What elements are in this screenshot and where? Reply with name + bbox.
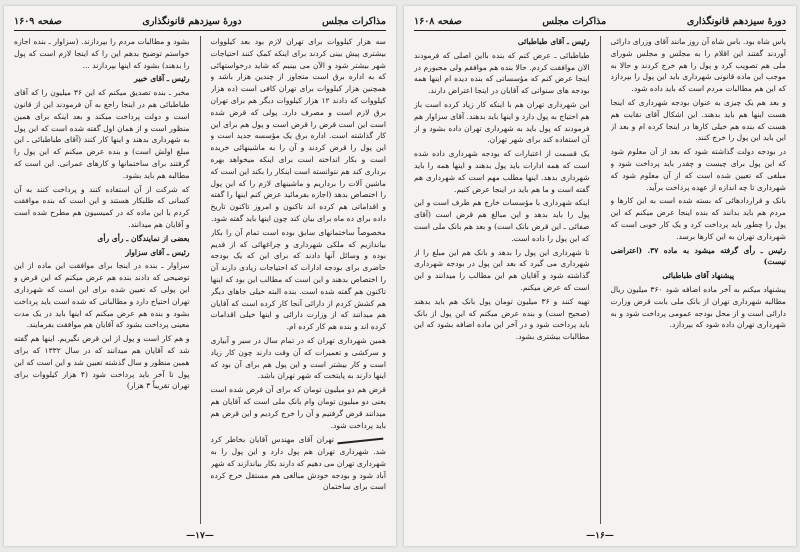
paragraph: سزاوار ـ بنده در اینجا برای موافقت این ماده از این توضیحی که دادند بنده هم عرض میکنم که این قرض و این پولی که تعیین شده برای این است که شهرداری تهران احتیاج دارد و مطالباتی که شده است باید پرداخت بشود و بنده هم عرض میکنم که اینها باید در یک مدت معینی پرداخت بشود که آقایان هم موافقت بفرمایند.: [14, 261, 190, 330]
column-right: [611, 36, 787, 524]
column-left: [414, 36, 590, 524]
paragraph-text: تهران آقای مهندس آقایان بخاطر کرد شد. شهرداری تهران هم پول دارد و این پول را به شهرداری تهران می دهیم که دارند بکار بیاندازند که شهر آباد شود و بودجه خودش مبالغی هم مستقل خرج کرده است برای ساختمان: [210, 435, 386, 492]
header-center-text: مذاکرات مجلس: [542, 15, 607, 27]
page-number: —۱۷—: [186, 531, 214, 541]
paragraph: همین شهرداری تهران که در تمام سال در سیر و آبیاری و سرکشی و تعمیرات که آن وقت دارند چون کار زیاد است و کار بیشتر است و این پول هم برای آن بود که اینها دارند به پایتخت که شهر تهران باشد.: [210, 335, 386, 381]
page-1608: [404, 6, 796, 546]
page-header: [14, 12, 386, 31]
paragraph: مخصوصاً ساختمانهای سابق بوده است تمام آن را بکار بیاندازیم که ملکی شهرداری و چراغهائی که از قدیم بوده و وسائل آنها دادند که برای این که یک بودجه حاضری برای بودجه ادارات که احتیاجات زیادی دارند آن را اختصاص بدهند و این است که مطالب این بود که اینها تاکنون هم گفته شده است. بنده البته خیلی جاهای دیگر هم کشش کردم از دارائی آنجا کار کرده است که آقایان هم میدانند که از وزارت دارائی و اینها خیلی اقدامات کرده اند و بنده هم کار کرده ام.: [210, 227, 386, 332]
speaker-line: رئیس ـ آقای خبیر: [134, 74, 190, 84]
paragraph: مخبر ـ بنده تصدیق میکنم که این ۳۶ میلیون را که آقای طباطبائی هم در اینجا راجع به آن فرمودند این از قانون است و دولت پرداخت میکند و بعد اینکه برای همین منظور است و از همان اول گفته شده است که این پول به شهرداری بدهند و اینها کار کنند (آقای طباطبائی ـ این مبلغ اولش است) و بنده عرض میکنم که این پول را گرفتند برای ساختمانها و کارهای عمرانی. این است که مطالبه هم باید بشود.: [14, 88, 190, 180]
text-columns: [14, 36, 386, 524]
column-divider: [600, 36, 601, 524]
header-right-text: مذاکرات مجلس: [322, 15, 386, 27]
paragraph: یک قسمت از اعتبارات که بودجه شهرداری داده شده است که همه ادارات باید پول بدهند و اینها همه را باید شهرداری بدهد. اینها مطلب مهم است که شهرداری هم گفته است و ما هم باید در اینجا عرض کنیم.: [414, 149, 590, 194]
header-right-text: دورهٔ سیزدهم قانونگذاری: [686, 15, 786, 27]
page-1609: [4, 6, 396, 546]
paragraph: بانک و قراردادهائی که بسته شده است به این کارها و مردم هم باید بدانند که بنده اینجا عرض میکنم که این پول را چطور باید پرداخت کرد و یک کار خوبی است که شهرداری تهران به این کارها برسد.: [610, 196, 786, 241]
speaker-line: رئیس ـ رأی گرفته میشود به ماده ۳۷. (اعتراضی نیست): [610, 245, 786, 267]
paragraph: طباطبائی ـ عرض کنم که بنده بااین اصلی که فرمودند الان موافقت کردم. حالا بنده هم موافقم ولی مجبورم در اینجا عرض کنم که مؤسساتی که بنده دیده ام اینها همه بودجه های سنواتی که آقایان در اینجا اعتراض دارند.: [414, 50, 590, 96]
speaker-line: رئیس ـ آقای سزاوار: [125, 247, 190, 257]
paragraph: پاس شاه بود. باس شاه آن روز مانند آقای وزرای دارائی آوردند گفتند این اقلام را به مجلس و مجلس شورای ملی هم تصویب کرد و پول را هم خرج کردند و حالا به موجب این ماده قانونی شهرداری باید این پول را بپردازد که این هم مطالبات مردم است که باید داده شود.: [610, 37, 786, 94]
paragraph: و بعد هم یک چیزی به عنوان بودجه شهرداری که اینجا هست اینها هم باید بدهند. این اشکال آقای نقابت هم هست که بنده هم خیلی کارها در اینجا کرده ام و بعد از این باید این پول را خرج کنند.: [610, 97, 786, 143]
page-number-text: ۱۶: [595, 531, 605, 541]
column-right: [211, 36, 387, 524]
text-columns: [414, 36, 786, 524]
paragraph: سه هزار کیلووات برای تهران لازم بود بعد کیلووات بیشتری پیش بینی کردند برای اینکه کمک کنند احتیاجات شهر بیشتر شود و الآن می بینیم که شاید درخواستهائی که به اداره برق است متجاوز از چندین هزار باشد و همچنین هزار کیلووات برای تهران کافی است (ده هزار کیلووات که دادند ۱۲ هزار کیلووات دیگر هم برای تهران برق لازم است و مصرف دارد. پولی که قرض شده است این است قرض را قرض است و پول هم برای این کار گذاشته است. اداره برق یک مؤسسه جدید است و این پول را قرض کردند و آن را به ماشینهائی خریده است و بکار انداخته است برای اینکه میخواهد بهره برداری کند هم نتوانسته است اینکار را بکند این است که ماشین آلات را برداریم و ماشینهای لازم را که این پول را اختصاص بدهد (اجازه بفرمائید عرض کنم اینها را گفته و اقداماتی هم کرده اند تاکنون و امروز تاکنون تاریخ داده برای ده ماه برای بیان کند چون اینها باید گفته شود.: [210, 37, 386, 223]
proposal-heading: پیشنهاد آقای طباطبائی: [662, 271, 735, 281]
paragraph: قرض هم دو میلیون تومان که برای آن قرض شده است یعنی دو میلیون تومان وام بانک ملی است که آقایان هم میدانند قرض گرفتیم و آن را خرج کردیم و این قرض هم باید پرداخت شود.: [210, 385, 386, 430]
header-center-text: دورهٔ سیزدهم قانونگذاری: [142, 15, 242, 27]
paragraph: که شرکت از آن استفاده کنند و پرداخت کنند به آن کسانی که طلبکار هستند و این است که بنده موافقت کردم با این ماده که در کمیسیون هم مطرح شده است و آقایان هم میدانند.: [14, 184, 190, 229]
page-header: [414, 12, 786, 31]
header-page-label: صفحه ۱۶۰۹: [14, 15, 62, 27]
page-number: —۱۶—: [586, 531, 614, 541]
speaker-line: رئیس ـ آقای طباطبائی: [517, 37, 590, 46]
paragraph: در بودجه دولت گذاشته شود که بعد از آن معلوم شود که این پول برای چیست و چقدر باید پرداخت شود و مبلغی که تعیین شده است که از آن معلوم شود که شهرداری تا چه اندازه از عهده پرداخت برآید.: [610, 147, 786, 192]
page-number-text: ۱۷: [195, 531, 205, 541]
handwritten-underline: [337, 431, 384, 445]
column-divider: [200, 36, 201, 524]
paragraph: بشود و مطالبات مردم را بپردازند. (سزاوار ـ بنده اجازه خواستم توضیح بدهم این را که اینجا لازم است که پول را بدهند) بشود که اینها بپردازند ...: [14, 37, 190, 70]
paragraph: پیشنهاد میکنم به آخر ماده اضافه شود ۳۶۰ میلیون ریال مطالبه شهرداری تهران از بانک ملی بابت قرض وزارت دارائی است و از محل بودجه عمومی پرداخت شود و به شهرداری تهران داده شود که بپردازد.: [610, 284, 786, 330]
speaker-line: بعضی از نمایندگان ـ رأی رأی: [97, 233, 190, 243]
paragraph: تهیه کنند و ۳۶ میلیون تومان پول بانک هم باید بدهند (صحیح است) و بنده عرض میکنم که این پول از بانک باید پرداخت شود و در آخر این ماده اضافه بشود که این مطالبات بیشتری بشود.: [414, 296, 590, 342]
paragraph: اینکه شهرداری با مؤسسات خارج هم طرف است و این پول را باید بدهد و این مبالغ هم قرض است (آقای صفائی ـ این قرض بانک است) و بعد هم بانک ملی است که این پول را داده است.: [414, 198, 590, 243]
paragraph: [211, 433, 387, 493]
column-left: [14, 36, 190, 524]
paragraph: و هم کار است و پول از این قرض نگیریم. اینها هم گفته شد که آقایان هم میدانند که در سال ۱۳۳۲ که برای همین منظور و سال گذشته تعیین شد و این است که این پول تا آخر باید پرداخت شود (۴ هزار کیلووات برای تهران تقریباً ۳ هزار): [14, 334, 190, 391]
paragraph: این شهرداری تهران هم با اینکه کار زیاد کرده است باز هم احتیاج به پول دارد و اینها باید بدهند. آقای سزاوار هم فرمودند که پول باید به شهرداری تهران داده بشود و از آن استفاده کند برای شهر تهران.: [414, 99, 590, 145]
header-page-label: صفحه ۱۶۰۸: [414, 15, 462, 27]
paragraph: تا شهرداری این پول را بدهد و بانک هم این مبلغ را از شهرداری می گیرد که بعد این پول در بودجه شهرداری گذاشته شود و آقایان هم این مطالب را میدانند و این است که عرض میکنم.: [414, 247, 590, 292]
